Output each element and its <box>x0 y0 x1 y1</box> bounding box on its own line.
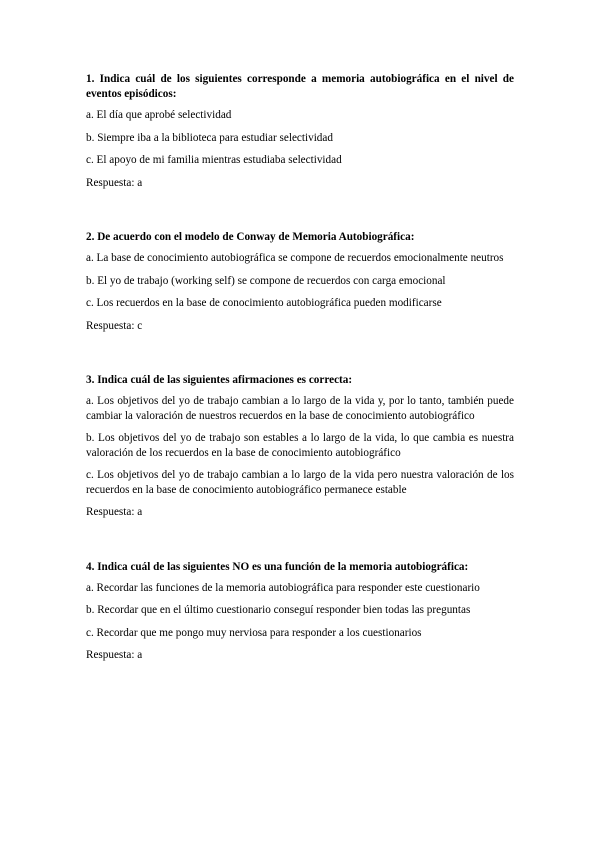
document-page <box>86 72 514 703</box>
option-b: b. El yo de trabajo (working self) se compone de recuerdos con carga emocional <box>86 274 446 287</box>
option-a: a. La base de conocimiento autobiográfica se compone de recuerdos emocionalmente neutros <box>86 252 504 264</box>
option-c: c. Los recuerdos en la base de conocimiento autobiográfica pueden modificarse <box>86 297 442 309</box>
answer-text: Respuesta: a <box>86 176 143 189</box>
question-4 <box>86 560 514 663</box>
answer-text: Respuesta: a <box>86 506 143 518</box>
question-title: 2. De acuerdo con el modelo de Conway de Memoria Autobiográfica: <box>86 231 415 243</box>
option-b: b. Recordar que en el último cuestionario conseguí responder bien todas las preguntas <box>86 604 471 616</box>
option-c: c. El apoyo de mi familia mientras estudiaba selectividad <box>86 154 342 166</box>
option-b: b. Siempre iba a la biblioteca para estudiar selectividad <box>86 131 333 144</box>
question-title: 3. Indica cuál de las siguientes afirmaciones es correcta: <box>86 374 353 386</box>
option-c: c. Recordar que me pongo muy nerviosa para responder a los cuestionarios <box>86 626 422 639</box>
question-3 <box>86 373 514 520</box>
option-b: b. Los objetivos del yo de trabajo son estables a lo largo de la vida, lo que cambia es nuestra valoración de los recuerdos en la base de conocimiento autobiográfico <box>86 432 514 459</box>
answer-text: Respuesta: c <box>86 319 143 332</box>
question-title: 1. Indica cuál de los siguientes corresponde a memoria autobiográfica en el nivel de eventos episódicos: <box>86 73 514 100</box>
question-title: 4. Indica cuál de las siguientes NO es una función de la memoria autobiográfica: <box>86 560 469 573</box>
question-1 <box>86 72 514 190</box>
answer-text: Respuesta: a <box>86 649 143 661</box>
option-c: c. Los objetivos del yo de trabajo cambian a lo largo de la vida pero nuestra valoración de los recuerdos en la base de conocimiento autobiográfico permanece estable <box>86 469 514 496</box>
option-a: a. Recordar las funciones de la memoria autobiográfica para responder este cuestionario <box>86 581 480 594</box>
option-a: a. El día que aprobé selectividad <box>86 109 232 121</box>
question-2 <box>86 230 514 333</box>
option-a: a. Los objetivos del yo de trabajo cambian a lo largo de la vida y, por lo tanto, también puede cambiar la valoración de nuestros recuerdos en la base de conocimiento autobiográfico <box>86 395 514 422</box>
